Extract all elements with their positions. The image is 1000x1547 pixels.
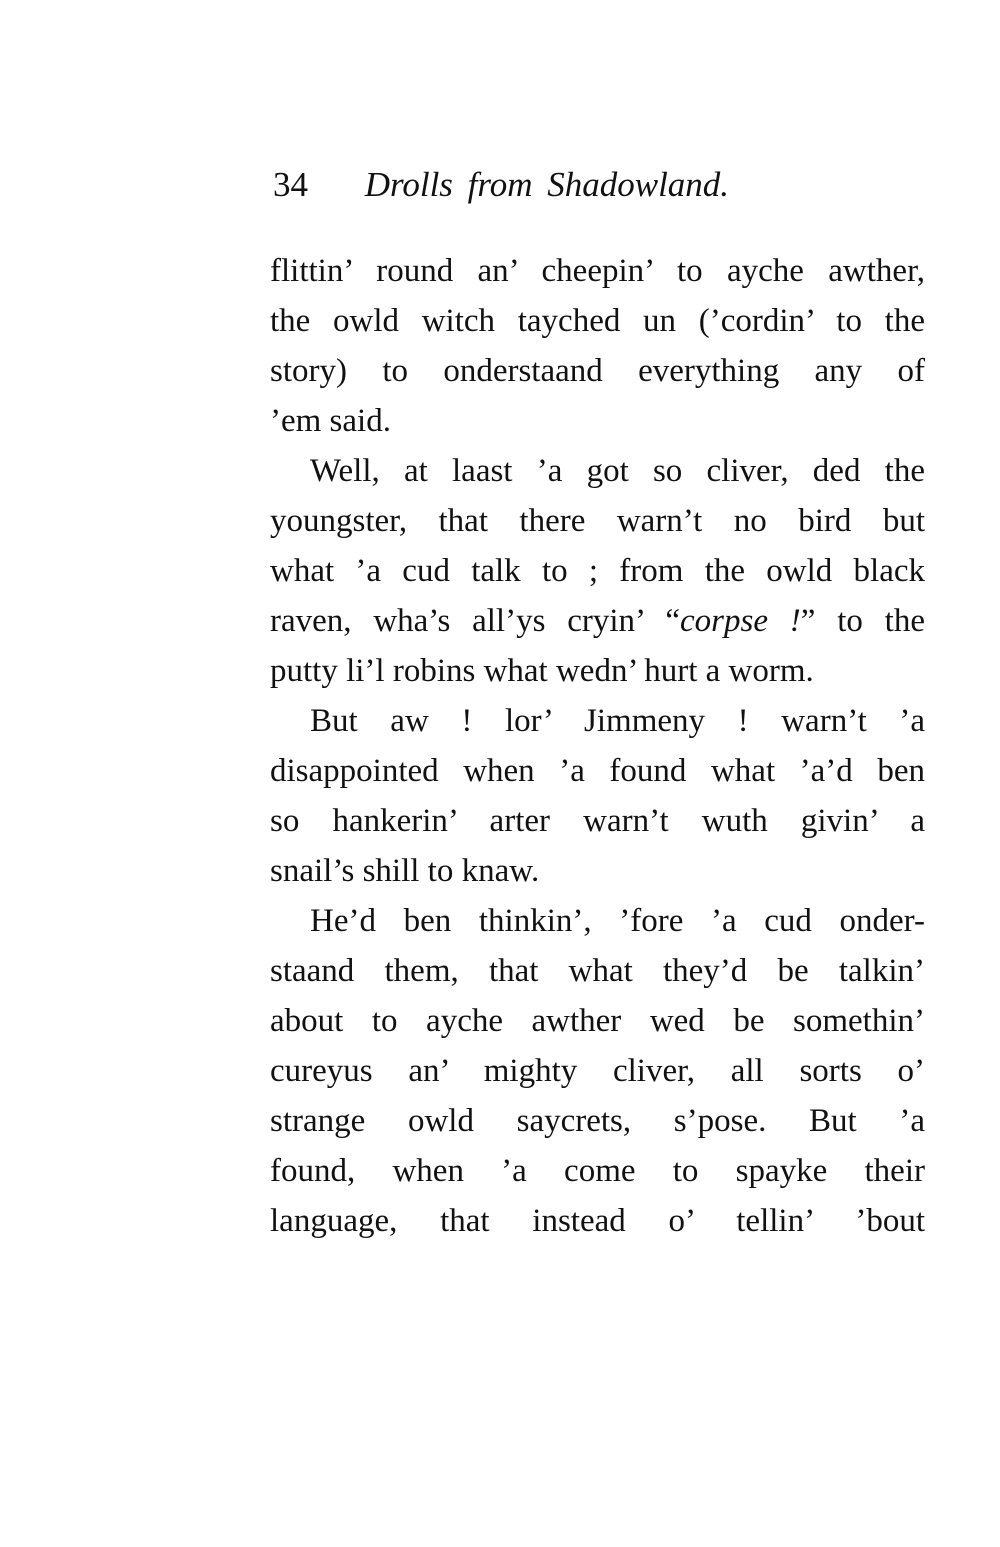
text-line: ’em said. [270,403,391,439]
text-line: putty li’l robins what wedn’ hurt a worm. [270,653,814,689]
text-line: strange owld saycrets, s’pose. But ’a [270,1103,925,1139]
text-line: cureyus an’ mighty cliver, all sorts o’ [270,1053,925,1089]
text-line: But aw ! lor’ Jimmeny ! warn’t ’a [310,703,925,739]
text-line: disappointed when ’a found what ’a’d ben [270,753,925,789]
text-line: snail’s shill to knaw. [270,853,540,889]
paragraph-2 [270,446,925,696]
paragraph-3 [270,696,925,896]
running-head [273,160,833,210]
text-line-with-italic [270,596,925,646]
text-line: story) to onderstaand everything any of [270,353,925,389]
text-line: so hankerin’ arter warn’t wuth givin’ a [270,803,925,839]
text-line: He’d ben thinkin’, ’fore ’a cud onder- [310,903,925,939]
text-line: flittin’ round an’ cheepin’ to ayche awther, [270,253,925,289]
text-line: language, that instead o’ tellin’ ’bout [270,1203,925,1239]
text-fragment: raven, wha’s all’ys cryin’ “ [270,603,680,639]
text-line: staand them, that what they’d be talkin’ [270,953,925,989]
text-line: Well, at laast ’a got so cliver, ded the [310,453,925,489]
page-number: 34 [273,165,308,204]
paragraph-1 [270,246,925,446]
italic-word: corpse ! [680,603,801,639]
paragraph-4 [270,896,925,1246]
text-line: found, when ’a come to spayke their [270,1153,925,1189]
text-line: youngster, that there warn’t no bird but [270,503,925,539]
text-line: the owld witch tayched un (’cordin’ to the [270,303,925,339]
text-line: about to ayche awther wed be somethin’ [270,1003,925,1039]
body-text [270,246,925,1246]
book-title: Drolls from Shadowland. [364,165,730,204]
text-fragment: ” to the [800,603,925,639]
text-line: what ’a cud talk to ; from the owld black [270,553,925,589]
